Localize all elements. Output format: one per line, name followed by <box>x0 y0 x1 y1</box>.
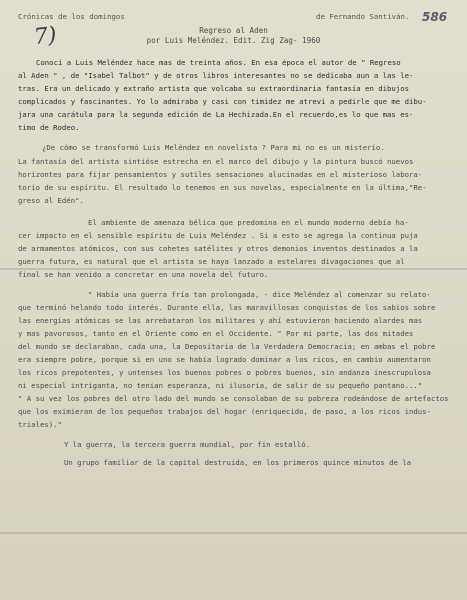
page-header <box>18 12 449 26</box>
body-line: torio de su espíritu. El resultado lo tenemos en sus novelas, especialmente en la última,"Re- <box>18 183 427 192</box>
paper-fold <box>0 532 467 534</box>
body-line: complicados y fascinantes. Yo lo admiraba y casi con timidez me atreví a pedirle que me dibu- <box>18 97 427 106</box>
page-number: 586 <box>422 10 448 24</box>
body-line: los ricos prepotentes, y untenses los buenos pobres o pobres buenos, sin andanza inescrupulosa <box>18 368 431 377</box>
body-line: triales)." <box>18 420 62 429</box>
handwritten-number: 7) <box>32 22 58 51</box>
body-line: final se han venido a concretar en una novela del futuro. <box>18 270 269 279</box>
header-left: Crónicas de los domingos <box>18 12 125 21</box>
body-line: que terminó helando todo interés. Durante ella, las maravillosas conquistas de los sabios sobre <box>18 303 436 312</box>
body-line: horizontes para fijar pensamientos y sutiles sensaciones alucinadas en el misterioso labora- <box>18 170 423 179</box>
body-line: al Aden " , de "Isabel Talbot" y de otros libros interesantes no se dedicaba aun a las le- <box>18 71 414 80</box>
body-line: timo de Rodeo. <box>18 123 80 132</box>
body-line: guerra futura, es natural que el artista se haya lanzado a estelares divagaciones que al <box>18 257 405 266</box>
article-title: Regreso al Aden <box>199 26 268 35</box>
body-line: greso al Edén". <box>18 196 84 205</box>
body-line: " A su vez los pobres del otro lado del mundo se consolaban de su pobreza rodeándose de artefactos <box>18 394 449 403</box>
body-line: que los eximieran de los pequeños trabajos del hogar (enriquecido, de paso, a los ricos indus- <box>18 407 431 416</box>
body-line: Conocí a Luis Meléndez hace mas de treinta años. En esa época el autor de " Regreso <box>36 58 401 67</box>
body-line: de armamentos atómicos, con sus cohetes satélites y otros demonios inventos destinados a la <box>18 244 418 253</box>
body-line: las energías atómicas se las arrebataron los militares y ahí estuvieron haciendo alardes mas <box>18 316 423 325</box>
body-line: jara una carátula para la segunda edición de La Hechizada.En el recuerdo,es lo que mas es- <box>18 110 414 119</box>
body-line: era siempre pobre, porque si en uno se había logrado dominar a los ricos, en cambio aumentaron <box>18 355 431 364</box>
body-line: El ambiente de amenaza bélica que predomina en el mundo moderno debía ha- <box>88 218 409 227</box>
header-right: de Fernando Santiván. <box>316 12 410 21</box>
body-line: La fantasía del artista sintióse estrecha en el marco del dibujo y la pintura buscó nuevos <box>18 157 414 166</box>
body-line: Y la guerra, la tercera guerra mundial, por fin estalló. <box>64 440 311 449</box>
body-line: cer impacto en el sensible espíritu de Luis Meléndez . Si a esto se agrega la continua puja <box>18 231 418 240</box>
article-byline: por Luis Meléndez. Edit. Zig Zag- 1960 <box>146 36 321 45</box>
body-line: y mas pavorosos, tanto en el Oriente como en el Occidente. " Por mi parte, las dos mitades <box>18 329 414 338</box>
body-line: " Había una guerra fría tan prolongada, - dice Meléndez al comenzar su relato- <box>88 290 431 299</box>
body-line: ¿De cómo se transformó Luis Meléndez en novelista ? Para mi no es un misterio. <box>42 143 385 152</box>
body-line: del mundo se declaraban, cada una, la Depositaria de la Verdadera Democracia; en ambas el pobre <box>18 342 436 351</box>
body-line: tras. Era un delicado y extraño artista que volcaba su extraordinaria fantasía en dibujos <box>18 84 409 93</box>
body-line: ni especial intriganta, no tenían esperanza, ni ilusoria, de salir de su pequeño pantano..." <box>18 381 423 390</box>
body-line: Un grupo familiar de la capital destruida, en los primeros quince minutos de la <box>64 458 412 467</box>
